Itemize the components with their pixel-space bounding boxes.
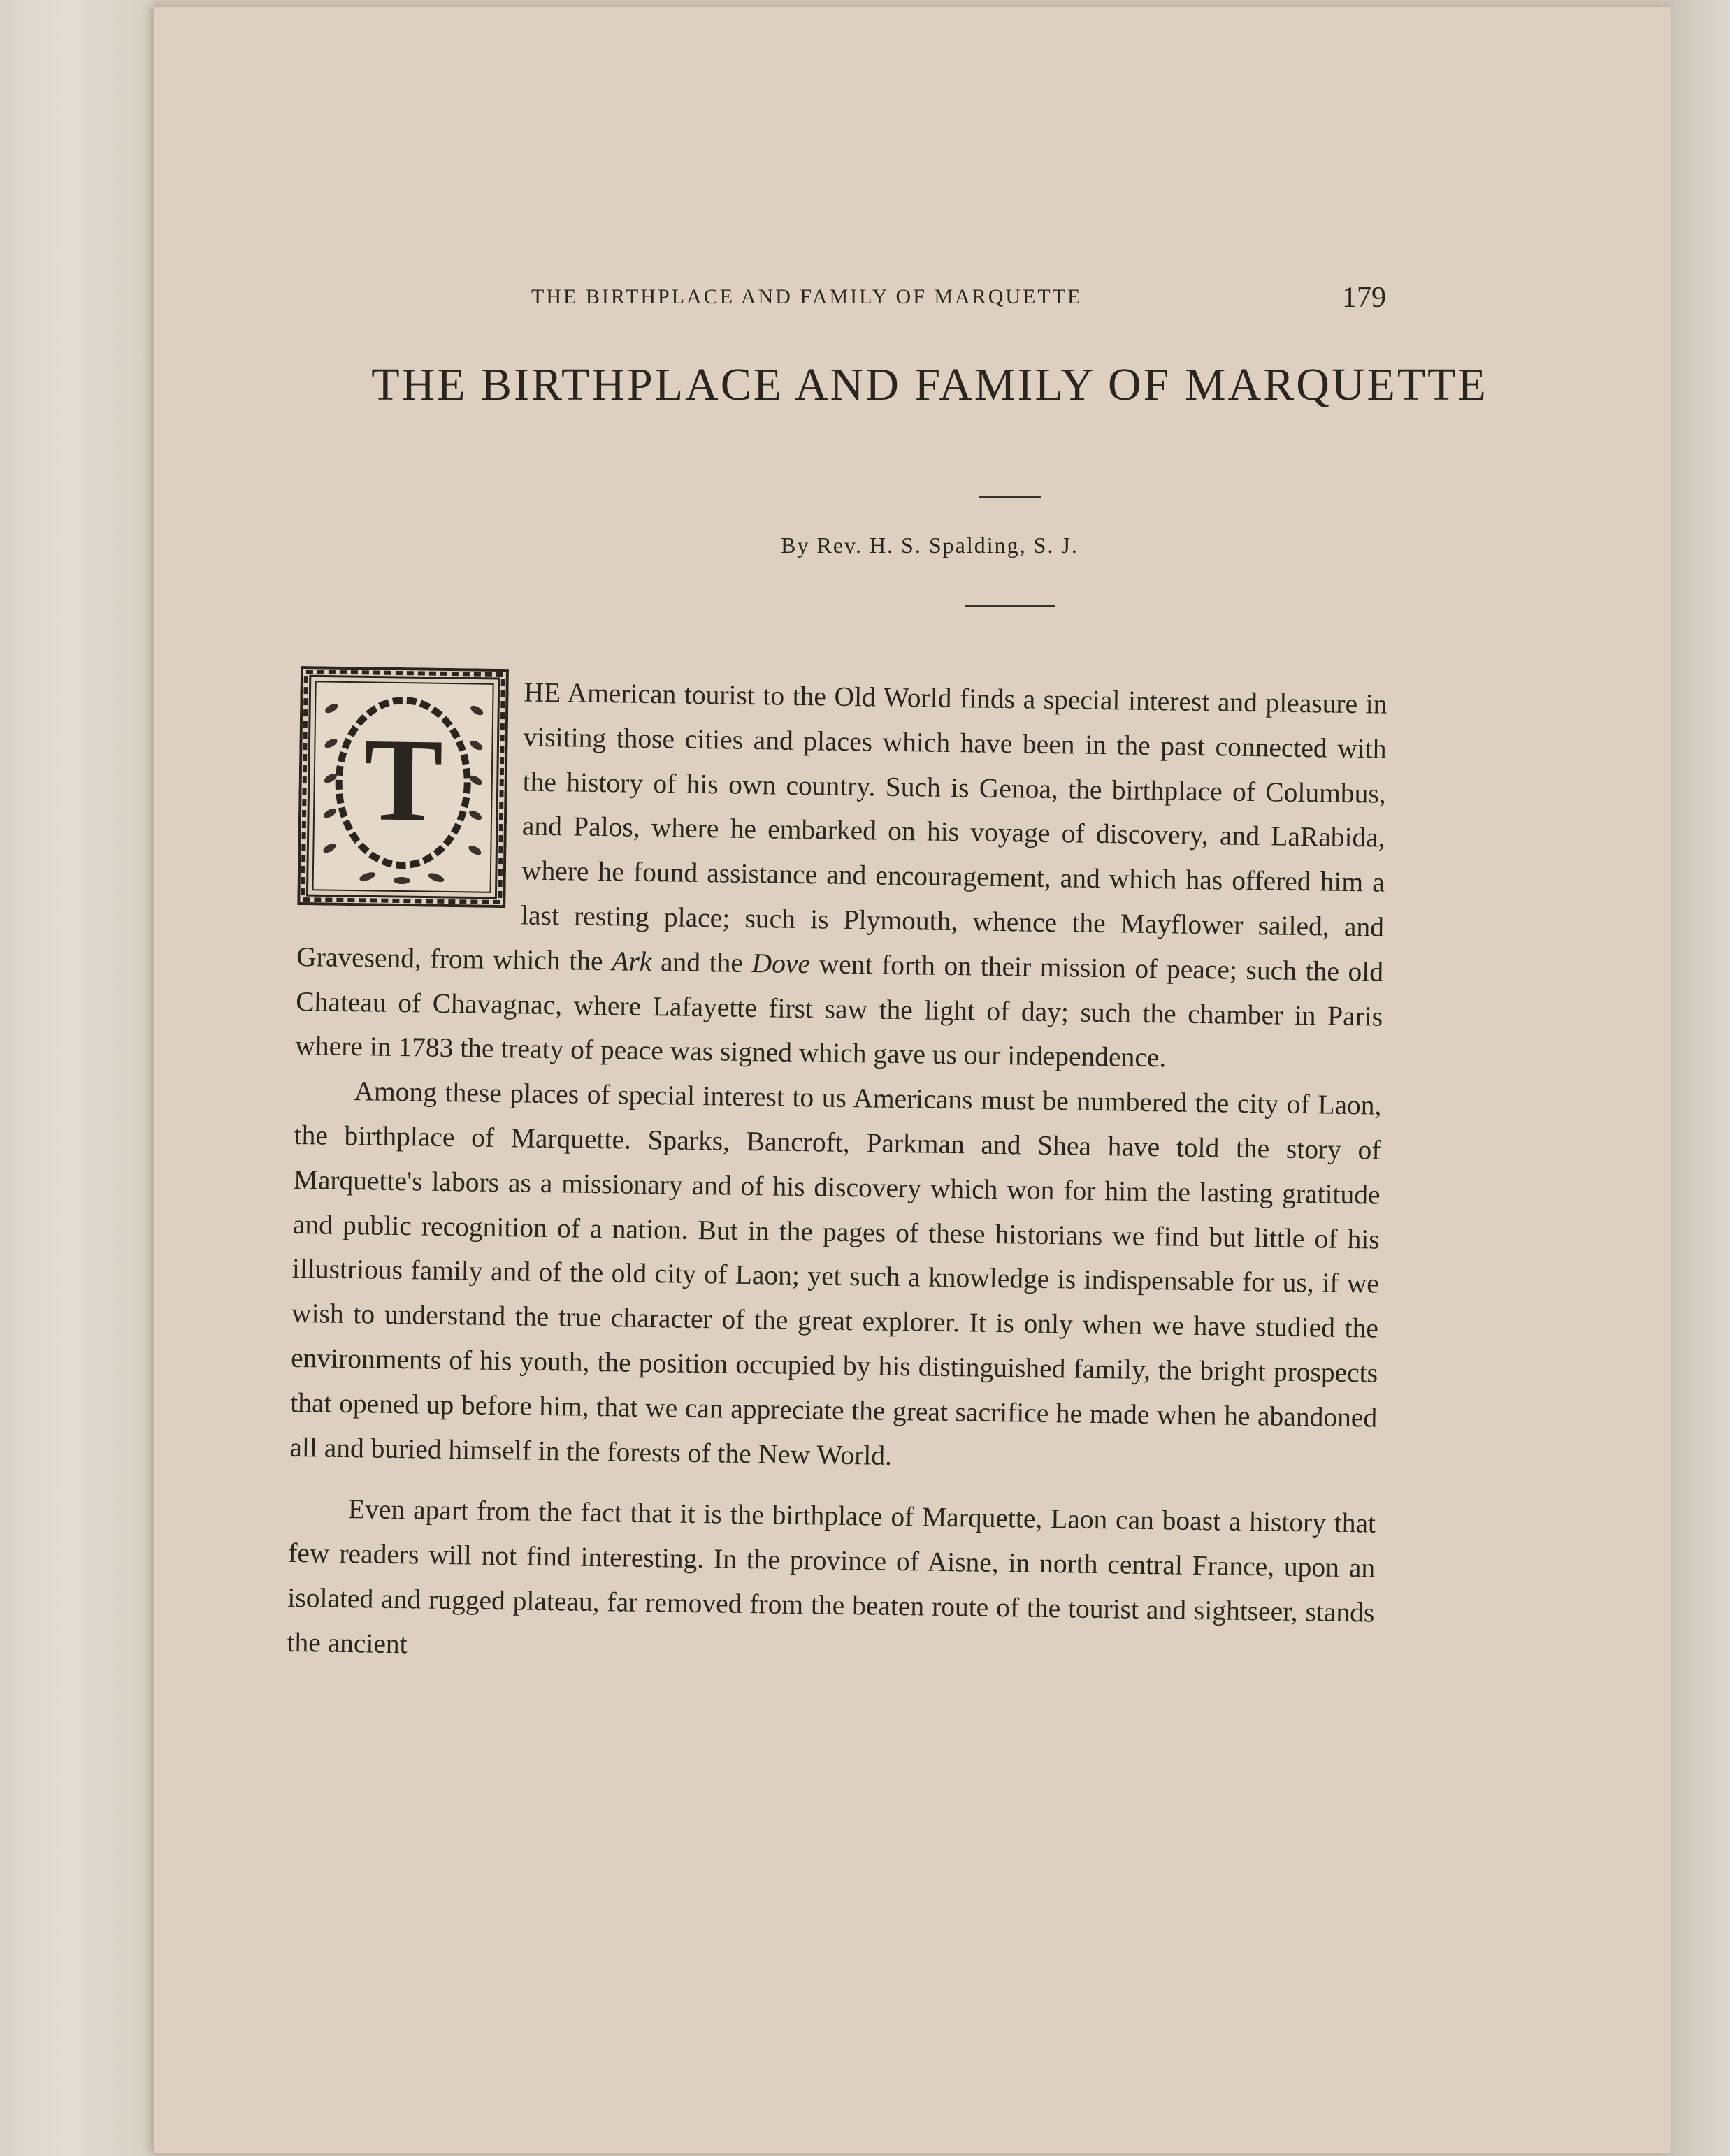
article-title: THE BIRTHPLACE AND FAMILY OF MARQUETTE — [371, 359, 1488, 410]
italic-ark: Ark — [611, 946, 652, 977]
drop-cap-frame-icon — [297, 666, 509, 908]
title-divider — [979, 496, 1041, 498]
byline: By Rev. H. S. Spalding, S. J. — [781, 533, 1079, 558]
background-left-edge — [0, 0, 154, 2156]
paragraph-1: HE American tourist to the Old World finds a special interest and pleasure in visiting those cities and places which have been in the past connected with the history of his own country. Such is Genoa, the birthplace of Columbus, and Palos, where he embarked on his voyage of discovery, and LaRabida, where he found assistance and encouragement, and which has offered him a last resting place; such is Plymouth, whence the Mayflower sailed, and Gravesend, from which the Ark and the Dove went forth on their mission of peace; such the old Chateau of Chavagnac, where Lafayette first saw the light of day; such the chamber in Paris where in 1783 the treaty of peace was signed which gave us our independence. — [295, 677, 1387, 1073]
paragraph-3: Even apart from the fact that it is the birthplace of Marquette, Laon can boast a history that few readers will not find interesting. In the province of Aisne, in north central France, upon an isolated and rugged plateau, far removed from the beaten route of the tourist and sightseer, stands the ancient — [287, 1493, 1376, 1660]
byline-divider — [965, 605, 1055, 607]
paragraph-2: Among these places of special interest to us Americans must be numbered the city of Laon, the birthplace of Marquette. Sparks, Bancroft, Parkman and Shea have told the story of Marquette's labors as a missionary and of his discovery which won for him the lasting gratitude and public recognition of a nation. But in the pages of these historians we find but little of his illustrious family and of the old city of Laon; yet such a knowledge is indispensable for us, if we wish to understand the true character of the great explorer. It is only when we have studied the environments of his youth, the position occupied by his distinguished family, the bright prospects that opened up before him, that we can appreciate the great sacrifice he made when he abandoned all and buried himself in the forests of the New World. — [289, 1076, 1382, 1471]
background-right-edge — [1664, 0, 1730, 2156]
italic-dove: Dove — [751, 947, 811, 979]
article-body — [287, 667, 1387, 1680]
page-number: 179 — [1342, 282, 1386, 314]
book-page — [154, 7, 1671, 2153]
running-head: THE BIRTHPLACE AND FAMILY OF MARQUETTE — [531, 285, 1083, 308]
ornamental-drop-cap — [297, 666, 509, 908]
drop-cap-letter: T — [362, 714, 444, 846]
page-header — [154, 281, 1671, 323]
